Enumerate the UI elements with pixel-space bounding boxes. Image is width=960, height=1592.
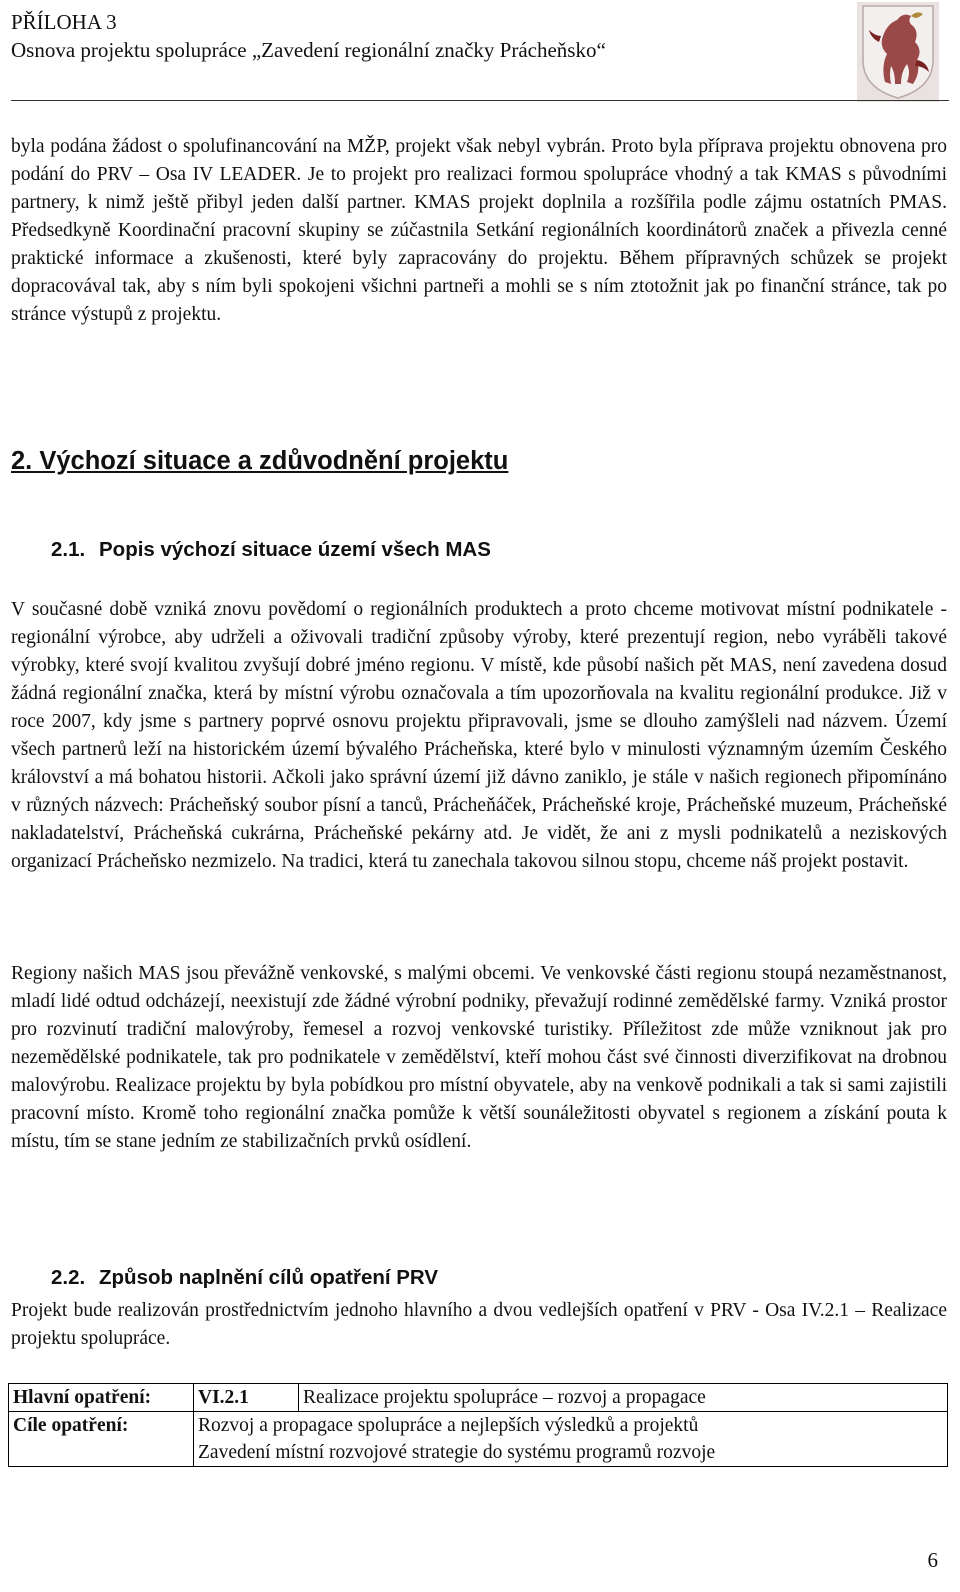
project-outline-title: Osnova projektu spolupráce „Zavedení regionální značky Prácheňsko“: [11, 38, 606, 62]
section-2-2-number: 2.2.: [51, 1266, 86, 1289]
header-divider: [11, 100, 949, 101]
section-2-2-body: Projekt bude realizován prostřednictvím jednoho hlavního a dvou vedlejších opatření v PRV - Osa IV.2.1 – Realizace projektu spolupráce.: [11, 1300, 947, 1349]
measure-goals-value: [194, 1412, 948, 1467]
measures-table: [8, 1383, 948, 1467]
measure-code: VI.2.1: [194, 1384, 299, 1412]
section-2-2-title: Způsob naplnění cílů opatření PRV: [99, 1266, 439, 1289]
page-number: 6: [927, 1548, 938, 1572]
main-measure-value: Realizace projektu spolupráce – rozvoj a propagace: [299, 1384, 948, 1412]
section-2-1-heading: [51, 538, 491, 562]
measure-goals-label: Cíle opatření:: [9, 1412, 194, 1467]
appendix-title: PŘÍLOHA 3: [11, 10, 117, 34]
section-2-heading: 2. Výchozí situace a zdůvodnění projektu: [11, 447, 509, 475]
page-header: [11, 8, 606, 64]
intro-paragraph: byla podána žádost o spolufinancování na MŽP, projekt však nebyl vybrán. Proto byla příprava projektu obnovena pro podání do PRV – Osa IV LEADER. Je to projekt pro realizaci formou spolupráce vhodný a tak KMAS s původními partnery, k nimž ještě přibyl jeden další partner. KMAS projekt doplnila a rozšířila podle zájmu ostatních PMAS. Předsedkyně Koordinační pracovní skupiny se zúčastnila Setkání regionálních koordinátorů značek a přivezla cenné praktické informace a zkušenosti, které byly zapracovány do projektu. Během přípravných schůzek se projekt dopracovával tak, aby s ním byli spokojeni všichni partneři a mohli se s ním ztotožnit jak po finanční stránce, tak po stránce výstupů z projektu.: [11, 136, 947, 325]
section-2-2-heading: [51, 1266, 438, 1290]
section-2-1-title: Popis výchozí situace území všech MAS: [99, 538, 491, 561]
table-row: [9, 1384, 948, 1412]
goal-item: Zavedení místní rozvojové strategie do systému programů rozvoje: [198, 1442, 716, 1463]
heraldic-lion-logo: [857, 2, 939, 102]
section-2-1-body-continued: Regiony našich MAS jsou převážně venkovské, s malými obcemi. Ve venkovské části regionu stoupá nezaměstnanost, mladí lidé odtud odcházejí, neexistují zde žádné výrobní podniky, převažují rodinné zemědělské farmy. Vzniká prostor pro rozvinutí tradiční malovýroby, řemesel a rozvoj venkovské turistiky. Příležitost zde může vzniknout jak pro nezemědělské podnikatele, tak pro podnikatele v zemědělství, kteří mohou část své činnosti diverzifikovat na drobnou malovýrobu. Realizace projektu by byla pobídkou pro místní obyvatele, aby na venkově podnikali a tak si sami zajistili pracovní místo. Kromě toho regionální značka pomůže k větší sounáležitosti obyvatel s regionem a získání pouta k místu, tím se stane jedním ze stabilizačních prvků osídlení.: [11, 963, 947, 1152]
main-measure-label: Hlavní opatření:: [9, 1384, 194, 1412]
table-row: [9, 1412, 948, 1467]
section-2-1-number: 2.1.: [51, 538, 86, 561]
section-2-1-body: V současné době vzniká znovu povědomí o regionálních produktech a proto chceme motivovat místní podnikatele - regionální výrobce, aby udrželi a oživovali tradiční způsoby výroby, které prezentují region, nebo vyráběli takové výrobky, které svojí kvalitou zvyšují dobré jméno regionu. V místě, kde působí našich pět MAS, není zavedena dosud žádná regionální značka, která by místní výrobu označovala a tím upozorňovala na kvalitu regionální produkce. Již v roce 2007, kdy jsme s partnery poprvé osnovu projektu připravovali, jsme se dlouho zamýšleli nad názvem. Území všech partnerů leží na historickém území bývalého Prácheňska, které bylo v minulosti významným územím Českého království a má bohatou historii. Ačkoli jako správní území již dávno zaniklo, je stále v našich regionech připomínáno v různých názvech: Prácheňský soubor písní a tanců, Prácheňáček, Prácheňské kroje, Prácheňské muzeum, Prácheňské nakladatelství, Prácheňská cukrárna, Prácheňské pekárny atd. Je vidět, že ani z mysli podnikatelů a neziskových organizací Prácheňsko nezmizelo. Na tradici, která tu zanechala takovou silnou stopu, chceme náš projekt postavit.: [11, 599, 947, 872]
goal-item: Rozvoj a propagace spolupráce a nejlepších výsledků a projektů: [198, 1415, 699, 1436]
